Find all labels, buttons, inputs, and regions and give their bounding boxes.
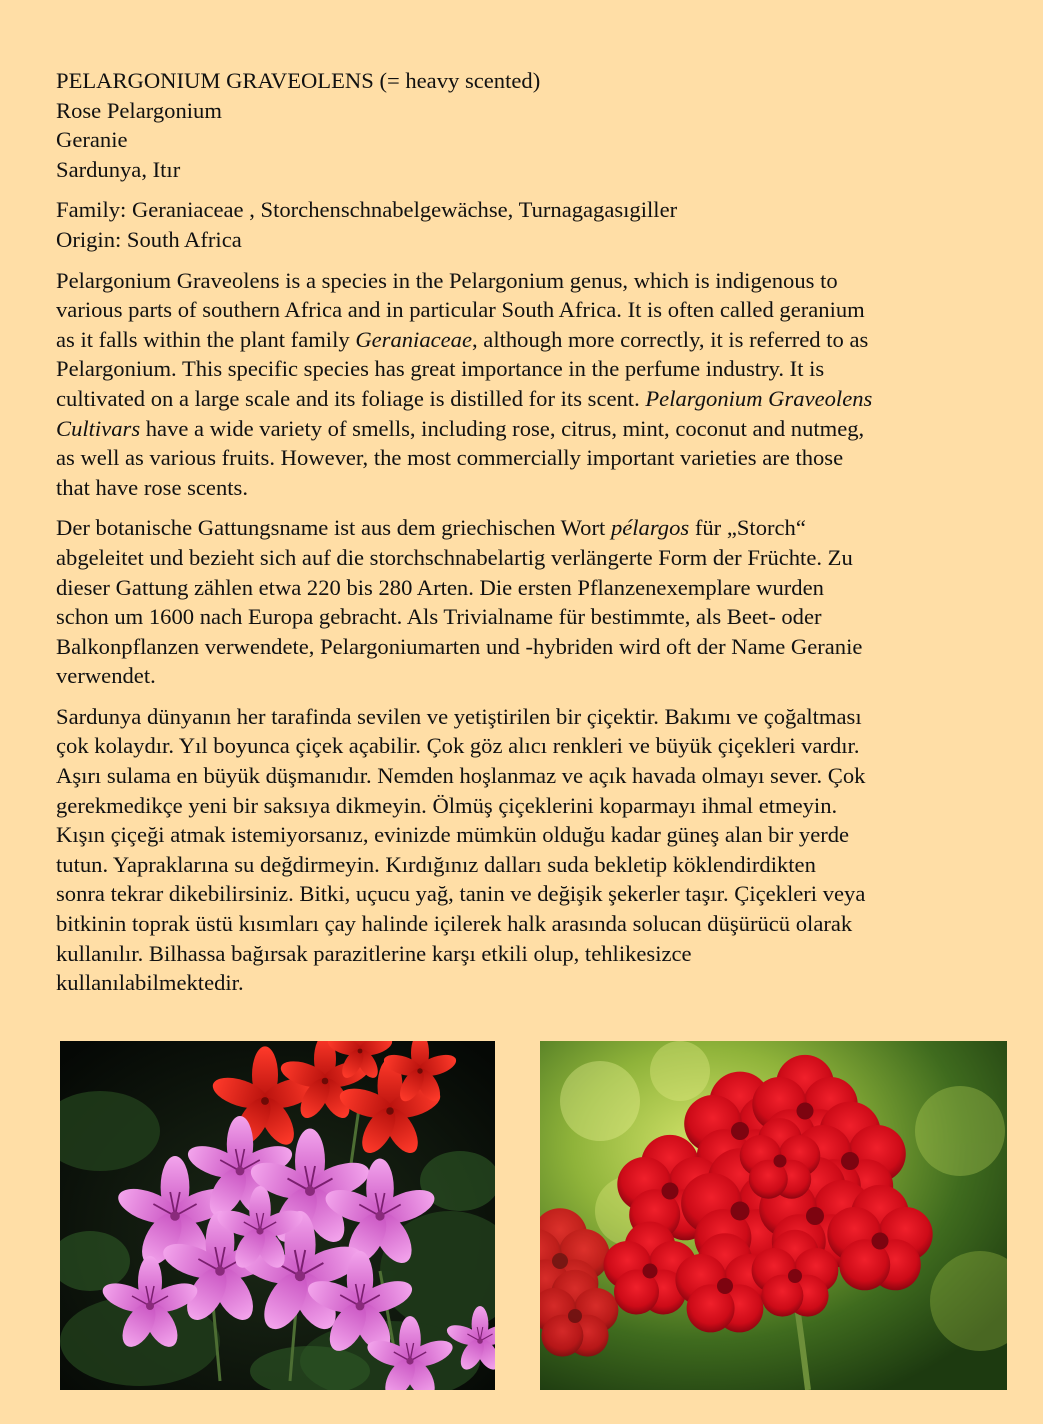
italic-term: Geraniaceae — [355, 326, 472, 352]
text-run: have a wide variety of smells, including rose, citrus, mint, coconut and nutmeg, — [140, 415, 865, 441]
text-line: sonra tekrar dikebilirsiniz. Bitki, uçucu yağ, tanin ve değişik şekerler taşır. Çiçekleri veya — [56, 881, 866, 907]
title-block — [56, 66, 1001, 184]
text-line: Pelargonium Graveolens is a species in the Pelargonium genus, which is indigenous to — [56, 267, 838, 293]
text-line — [56, 513, 1001, 543]
common-name-turkish: Sardunya, Itır — [56, 156, 181, 182]
common-name-english: Rose Pelargonium — [56, 97, 222, 123]
text-line: verwendet. — [56, 663, 156, 689]
classification-block — [56, 195, 1001, 254]
text-run: cultivated on a large scale and its foliage is distilled for its scent. — [56, 385, 646, 411]
text-line: Sardunya dünyanın her tarafinda sevilen ve yetiştirilen bir çiçektir. Bakımı ve çoğaltması — [56, 703, 862, 729]
page-title: PELARGONIUM GRAVEOLENS (= heavy scented) — [56, 68, 541, 93]
text-run: Der botanische Gattungsname ist aus dem griechischen Wort — [56, 515, 611, 541]
text-line: gerekmedikçe yeni bir saksıya dikmeyin. Ölmüş çiçeklerini koparmayı ihmal etmeyin. — [56, 792, 838, 818]
italic-term: pélargos — [610, 515, 690, 541]
red-geranium-photo — [540, 1041, 1007, 1390]
text-line: that have rose scents. — [56, 474, 248, 500]
pink-pelargonium-photo — [60, 1041, 495, 1390]
document-body — [56, 66, 1001, 1009]
turkish-paragraph — [56, 702, 1001, 998]
origin-line: Origin: South Africa — [56, 226, 242, 252]
text-line: various parts of southern Africa and in particular South Africa. It is often called geranium — [56, 297, 865, 323]
text-line: çok kolaydır. Yıl boyunca çiçek açabilir. Çok göz alıcı renkleri ve büyük çiçekleri vardır. — [56, 733, 860, 759]
text-line: bitkinin toprak üstü kısımları çay halinde içilerek halk arasında solucan düşürücü olarak — [56, 911, 853, 937]
text-line — [56, 414, 1001, 444]
text-line: Pelargonium. This specific species has great importance in the perfume industry. It is — [56, 356, 825, 382]
family-line: Family: Geraniaceae , Storchenschnabelgewächse, Turnagagasıgiller — [56, 197, 678, 223]
text-line: tutun. Yapraklarına su değdirmeyin. Kırdığınız dalları suda bekletip köklendirdikten — [56, 851, 816, 877]
text-line: Kışın çiçeği atmak istemiyorsanız, evinizde mümkün olduğu kadar güneş alan bir yerde — [56, 822, 850, 848]
text-line: schon um 1600 nach Europa gebracht. Als Trivialname für bestimmte, als Beet- oder — [56, 604, 822, 630]
text-line — [56, 384, 1001, 414]
text-run: as it falls within the plant family — [56, 326, 356, 352]
text-line: kullanılabilmektedir. — [56, 970, 244, 996]
common-name-german: Geranie — [56, 127, 128, 153]
text-run: für „Storch“ — [689, 515, 806, 541]
italic-term: Pelargonium Graveolens — [645, 385, 873, 411]
text-line — [56, 325, 1001, 355]
text-line: abgeleitet und bezieht sich auf die storchschnabelartig verlängerte Form der Früchte. Zu — [56, 544, 853, 570]
text-line: kullanılır. Bilhassa bağırsak parazitlerine karşı etkili olup, tehlikesizce — [56, 940, 692, 966]
text-line: Balkonpflanzen verwendete, Pelargoniumarten und -hybriden wird oft der Name Geranie — [56, 633, 863, 659]
text-line: as well as various fruits. However, the most commercially important varieties are those — [56, 445, 844, 471]
italic-term: Cultivars — [56, 415, 141, 441]
german-paragraph — [56, 513, 1001, 691]
text-line: Aşırı sulama en büyük düşmanıdır. Nemden hoşlanmaz ve açık havada olmayı sever. Çok — [56, 763, 866, 789]
text-run: , although more correctly, it is referred to as — [472, 326, 869, 352]
english-paragraph — [56, 266, 1001, 503]
text-line: dieser Gattung zählen etwa 220 bis 280 Arten. Die ersten Pflanzenexemplare wurden — [56, 574, 824, 600]
